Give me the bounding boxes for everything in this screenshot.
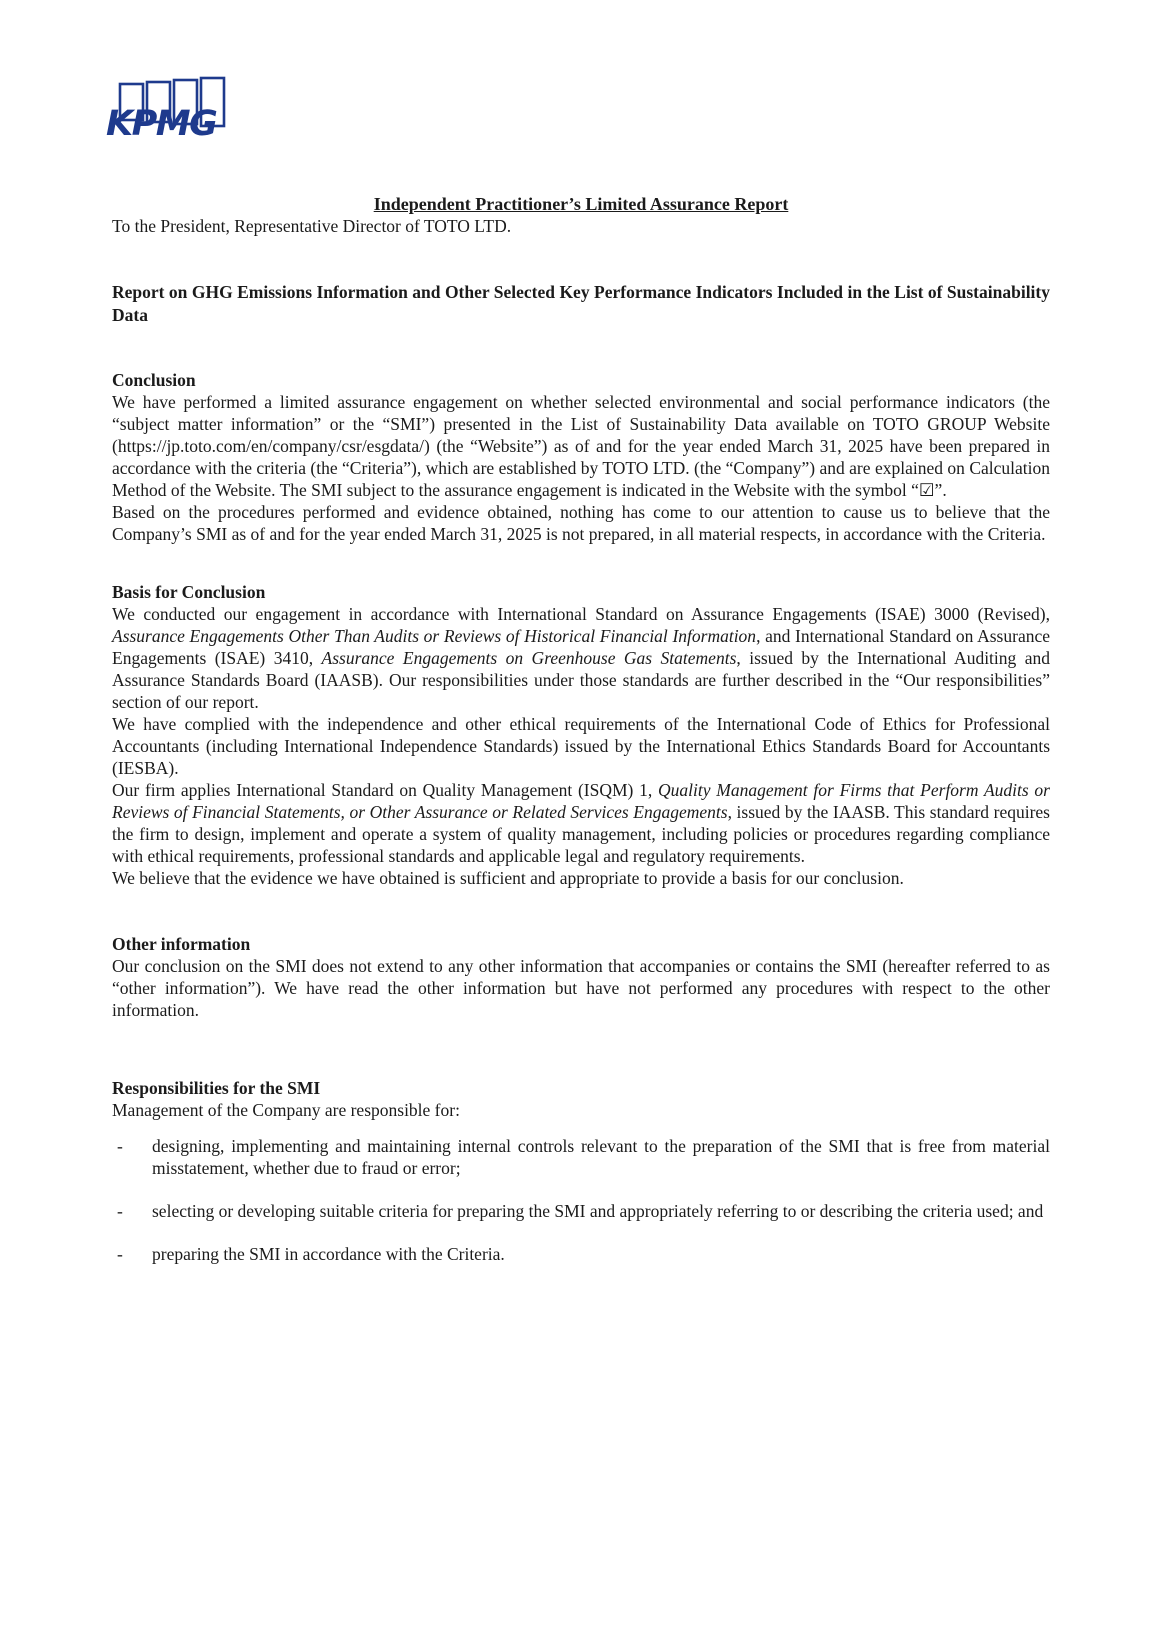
standard-title-italic: Quality Management for Firms that Perform Audits or Reviews of Financial Statements, or Other Assurance or Related Services Engagements [112, 780, 1050, 822]
basis-paragraph-4: We believe that the evidence we have obtained is sufficient and appropriate to provide a basis for our conclusion. [112, 868, 904, 888]
bullet-item-text: preparing the SMI in accordance with the Criteria. [152, 1244, 505, 1264]
bullet-dash: - [117, 1244, 123, 1264]
basis-paragraph-3 [112, 779, 1050, 867]
basis-p3-run: Our firm applies International Standard on Quality Management (ISQM) 1, [112, 780, 659, 800]
conclusion-paragraph-1: We have performed a limited assurance engagement on whether selected environmental and social performance indicators (the “subject matter information” or the “SMI”) presented in the List of Sustainability Data available on TOTO GROUP Website (https://jp.toto.com/en/company/csr/esgdata/) (the “Website”) as of and for the year ended March 31, 2025 have been prepared in accordance with the criteria (the “Criteria”), which are established by TOTO LTD. (the “Company”) and are explained on Calculation Method of the Website. The SMI subject to the assurance engagement is indicated in the Website with the symbol “☑”. [112, 392, 1050, 500]
bullet-item-text: selecting or developing suitable criteria for preparing the SMI and appropriately referring to or describing the criteria used; and [152, 1201, 1044, 1221]
addressee-line: To the President, Representative Director of TOTO LTD. [112, 216, 512, 236]
basis-p1-run: We conducted our engagement in accordance with International Standard on Assurance Engagements (ISAE) 3000 (Revised), [112, 604, 1050, 624]
basis-p1-run: , and International Standard on Assurance Engagements (ISAE) 3410, [112, 626, 1050, 668]
section-heading-basis-for-conclusion: Basis for Conclusion [112, 582, 266, 602]
kpmg-logo-graphic [106, 75, 244, 141]
standard-title-italic: Assurance Engagements on Greenhouse Gas Statements [321, 648, 737, 668]
basis-p3-run: , issued by the IAASB. This standard requires the firm to design, implement and operate a system of quality management, including policies or procedures regarding compliance with ethical requirements, professional standards and applicable legal and regulatory requirements. [112, 802, 1050, 866]
responsibilities-intro: Management of the Company are responsible for: [112, 1100, 460, 1120]
basis-paragraph-1 [112, 603, 1050, 713]
other-information-paragraph: Our conclusion on the SMI does not extend to any other information that accompanies or contains the SMI (hereafter referred to as “other information”). We have read the other information but have not performed any procedures with respect to the other information. [112, 956, 1050, 1020]
responsibilities-bullet-list [112, 1135, 1050, 1265]
bullet-dash: - [117, 1201, 123, 1221]
bullet-item [112, 1200, 1050, 1222]
bullet-item [112, 1135, 1050, 1179]
kpmg-logo [106, 75, 244, 141]
bullet-item-text: designing, implementing and maintaining internal controls relevant to the preparation of the SMI that is free from material misstatement, whether due to fraud or error; [152, 1136, 1050, 1178]
bullet-item [112, 1243, 1050, 1265]
bullet-dash: - [117, 1136, 123, 1156]
section-heading-other-information: Other information [112, 934, 251, 954]
conclusion-paragraph-2: Based on the procedures performed and evidence obtained, nothing has come to our attention to cause us to believe that the Company’s SMI as of and for the year ended March 31, 2025 is not prepared, in all material respects, in accordance with the Criteria. [112, 502, 1050, 544]
section-heading-responsibilities: Responsibilities for the SMI [112, 1078, 321, 1098]
document-title: Independent Practitioner’s Limited Assurance Report [373, 194, 789, 214]
kpmg-logo-text: KPMG [106, 104, 217, 141]
section-heading-conclusion: Conclusion [112, 370, 196, 390]
basis-p1-run: , issued by the International Auditing and Assurance Standards Board (IAASB). Our responsibilities under those standards are further described in the “Our responsibilities” section of our report. [112, 648, 1050, 712]
report-subject-heading: Report on GHG Emissions Information and Other Selected Key Performance Indicators Included in the List of Sustainability Data [112, 282, 1050, 325]
basis-paragraph-2: We have complied with the independence and other ethical requirements of the International Code of Ethics for Professional Accountants (including International Independence Standards) issued by the International Ethics Standards Board for Accountants (IESBA). [112, 714, 1050, 778]
standard-title-italic: Assurance Engagements Other Than Audits or Reviews of Historical Financial Information [112, 626, 757, 646]
